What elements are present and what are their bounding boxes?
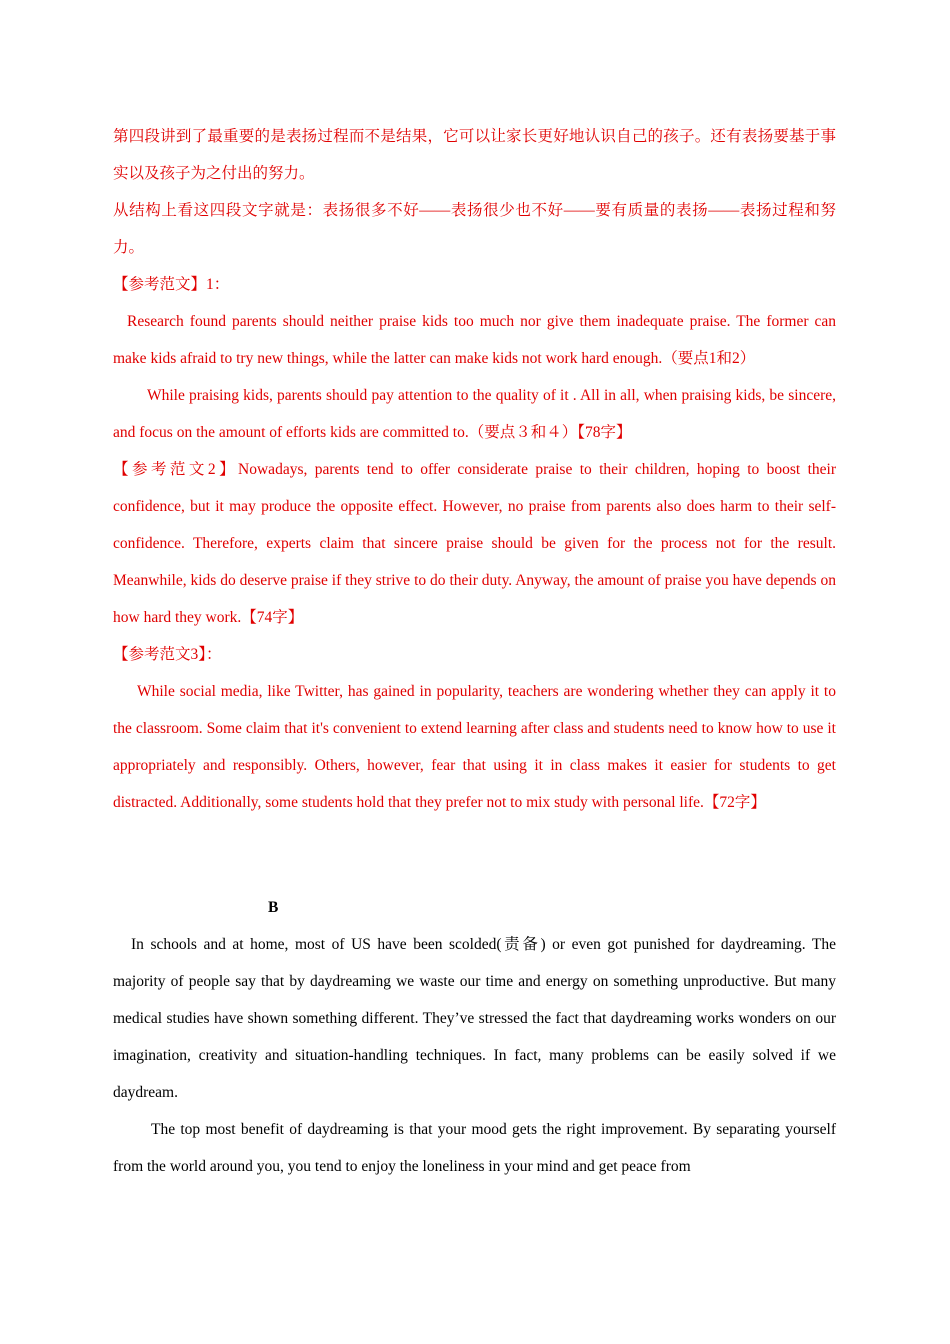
sample-3-paragraph — [113, 673, 836, 821]
sample-1-paragraph-2 — [113, 377, 836, 451]
sample-1-paragraph-2-text: While praising kids, parents should pay attention to the quality of it . All in all, when praising kids, be sincere, and focus on the amount of efforts kids are committed to.（要点３和４） — [113, 387, 836, 441]
sample-3-text: While social media, like Twitter, has gained in popularity, teachers are wondering whether they can apply it to the classroom. Some claim that it's convenient to extend learning after class and students need to know how to use it appropriately and responsibly. Others, however, fear that using it in class makes it easier for students to get distracted. Additionally, some students hold that they prefer not to mix study with personal life. — [113, 683, 836, 811]
sample-1-paragraph-1: Research found parents should neither praise kids too much nor give them inadequate praise. The former can make kids afraid to try new things, while the latter can make kids not work hard enough.（要点1和2） — [113, 313, 836, 367]
sample-2-text: Nowadays, parents tend to offer considerate praise to their children, hoping to boost their confidence, but it may produce the opposite effect. However, no praise from parents also does harm to their self-confidence. Therefore, experts claim that sincere praise should be given for the process not for the result. Meanwhile, kids do deserve praise if they strive to do their duty. Anyway, the amount of praise you have depends on how hard they work. — [113, 461, 836, 626]
sample-1-heading: 【参考范文】1： — [113, 276, 230, 293]
section-b-paragraph-2: The top most benefit of daydreaming is that your mood gets the right improvement. By separating yourself from the world around you, you tend to enjoy the loneliness in your mind and get peace from — [113, 1121, 836, 1175]
sample-3-heading: 【参考范文3】： — [113, 646, 222, 663]
sample-2-heading: 【参考范文2】 — [113, 461, 239, 478]
section-b-heading: B — [268, 899, 279, 916]
summary-paragraph-1: 第四段讲到了最重要的是表扬过程而不是结果，它可以让家长更好地认识自己的孩子。还有表扬要基于事实以及孩子为之付出的努力。 — [113, 128, 836, 182]
sample-2-word-count: 【74字】 — [241, 609, 304, 626]
sample-1-word-count: 【78字】 — [577, 424, 632, 441]
section-b-paragraph-1: In schools and at home, most of US have been scolded(责备) or even got punished for daydreaming. The majority of people say that by daydreaming we waste our time and energy on something unproductive. But many medical studies have shown something different. They’ve stressed the fact that daydreaming works wonders on our imagination, creativity and situation-handling techniques. In fact, many problems can be easily solved if we daydream. — [113, 936, 836, 1101]
sample-3-word-count: 【72字】 — [703, 794, 766, 811]
document-page — [113, 118, 836, 1185]
summary-paragraph-2: 从结构上看这四段文字就是：表扬很多不好——表扬很少也不好——要有质量的表扬——表扬过程和努力。 — [113, 202, 836, 256]
sample-2-paragraph — [113, 451, 836, 636]
